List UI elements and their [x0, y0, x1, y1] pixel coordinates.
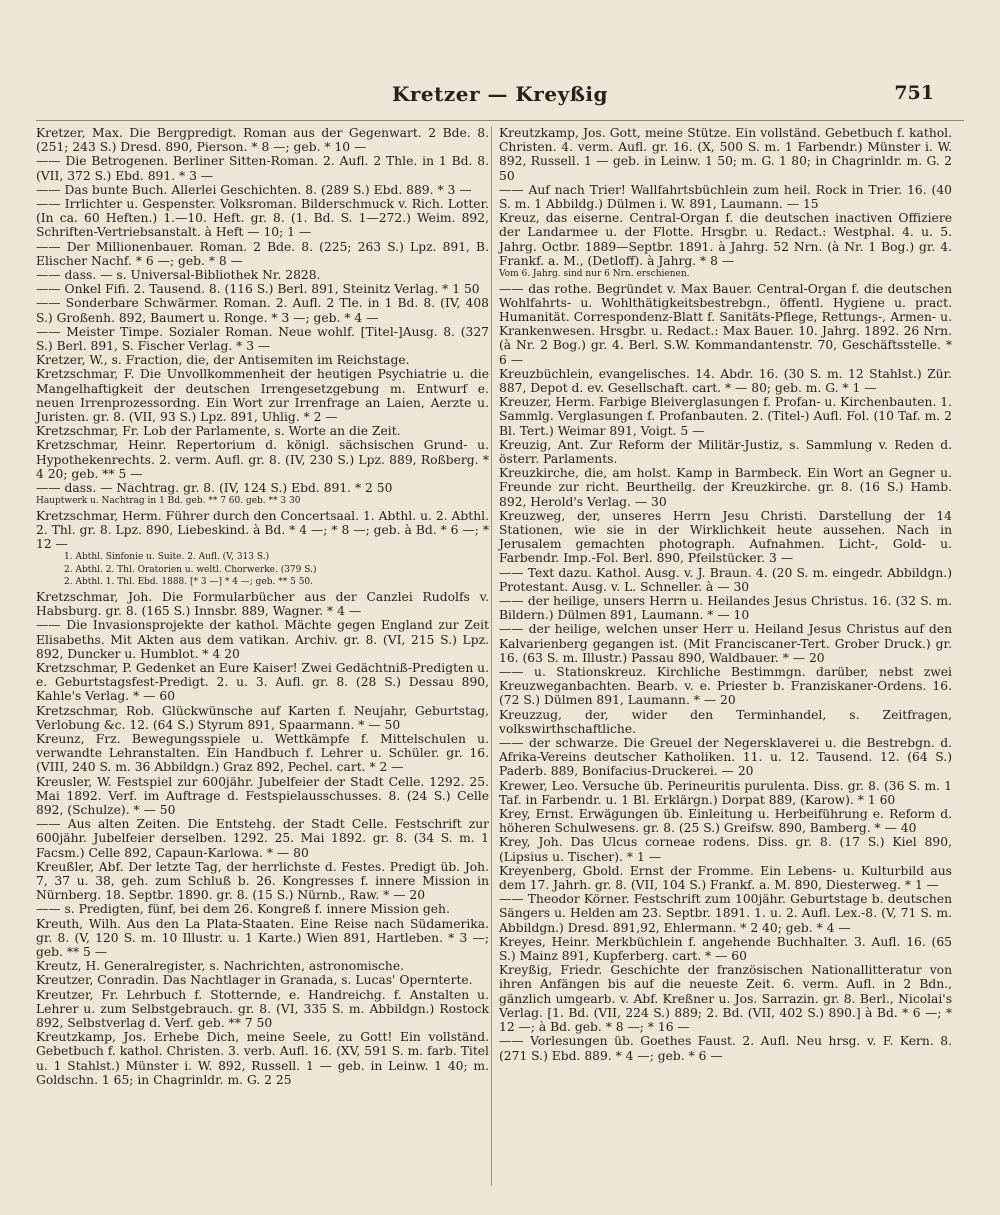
- bibliography-entry: Kretzschmar, Heinr. Repertorium d. königl. sächsischen Grund- u. Hypothekenrechts. 2. verm. Aufl. gr. 8. (IV, 230 S.) Lpz. 889, Roßberg. * 4 20; geb. ** 5 —: [36, 438, 489, 481]
- bibliography-note: 2. Abthl. 2. Thl. Oratorien u. weltl. Chorwerke. (379 S.): [64, 564, 317, 575]
- page-title: Kretzer — Kreyßig: [392, 82, 608, 106]
- bibliography-entry: —— Die Betrogenen. Berliner Sitten-Roman. 2. Aufl. 2 Thle. in 1 Bd. 8. (VII, 372 S.) Ebd. 891. * 3 —: [36, 154, 489, 183]
- bibliography-entry: —— der schwarze. Die Greuel der Negersklaverei u. die Bestrebgn. d. Afrika-Vereins deutscher Katholiken. 11. u. 12. Tausend. 12. (64 S.) Paderb. 889, Bonifacius-Druckerei. — 20: [499, 736, 952, 779]
- bibliography-entry: Kreunz, Frz. Bewegungsspiele u. Wettkämpfe f. Mittelschulen u. verwandte Lehranstalten. Ein Handbuch f. Lehrer u. Schüler. gr. 16. (VIII, 240 S. m. 36 Abbildgn.) Graz 892, Pechel. cart. * 2 —: [36, 731, 489, 775]
- bibliography-entry: —— der heilige, unsers Herrn u. Heilandes Jesus Christus. 16. (32 S. m. Bildern.) Dülmen 891, Laumann. * — 10: [499, 594, 952, 623]
- bibliography-entry: —— der heilige, welchen unser Herr u. Heiland Jesus Christus auf den Kalvarienberg gegangen ist. (Mit Franciscaner-Tert. Grober Druck.) gr. 16. (63 S. m. Illustr.) Passau 890, Waldbauer. * — 20: [499, 622, 952, 665]
- bibliography-note: 2. Abthl. 1. Thl. Ebd. 1888. [* 3 —] * 4 —; geb. ** 5 50.: [64, 577, 314, 588]
- bibliography-note: Hauptwerk u. Nachtrag in 1 Bd. geb. ** 7 60. geb. ** 3 30: [36, 496, 301, 507]
- running-header: [30, 76, 970, 116]
- bibliography-entry: Kreuzkirche, die, am holst. Kamp in Barmbeck. Ein Wort an Gegner u. Freunde zur richt. Beurtheilg. der Kreuzkirche. gr. 8. (16 S.) Hamb. 892, Herold's Verlag. — 30: [499, 466, 952, 509]
- bibliography-entry: —— dass. — s. Universal-Bibliothek Nr. 2828.: [36, 268, 321, 283]
- bibliography-entry: Kreuzweg, der, unseres Herrn Jesu Christi. Darstellung der 14 Stationen, wie sie in der Wirklichkeit heute aussehen. Nach in Jerusalem gemachten photograph. Aufnahmen. Licht-, Gold- u. Farbendr. Imp.-Fol. Berl. 890, Pfeilstücker. 3 —: [499, 508, 952, 566]
- bibliography-entry: —— Sonderbare Schwärmer. Roman. 2. Aufl. 2 Tle. in 1 Bd. 8. (IV, 408 S.) Großenh. 892, Baumert u. Ronge. * 3 —; geb. * 4 —: [36, 296, 489, 325]
- bibliography-entry: —— dass. — Nachtrag. gr. 8. (IV, 124 S.) Ebd. 891. * 2 50: [36, 481, 393, 496]
- bibliography-entry: Kreuzzug, der, wider den Terminhandel, s. Zeitfragen, volkswirthschaftliche.: [499, 707, 952, 736]
- bibliography-entry: Kretzschmar, Fr. Lob der Parlamente, s. Worte an die Zeit.: [36, 424, 401, 439]
- bibliography-entry: —— Text dazu. Kathol. Ausg. v. J. Braun. 4. (20 S. m. eingedr. Abbildgn.) Protestant. Ausg. v. L. Schneller. à — 30: [499, 565, 952, 594]
- bibliography-entry: Krey, Joh. Das Ulcus corneae rodens. Diss. gr. 8. (17 S.) Kiel 890, (Lipsius u. Tischer). * 1 —: [499, 835, 952, 864]
- bibliography-entry: Kreyßig, Friedr. Geschichte der französischen Nationallitteratur von ihren Anfängen bis auf die neueste Zeit. 6. verm. Aufl. in 2 Bdn., gänzlich umgearb. v. Abf. Kreßner u. Jos. Sarrazin. gr. 8. Berl., Nicolai's Verlag. [1. Bd. (VII, 224 S.) 889; 2. Bd. (VII, 402 S.) 890.] à Bd. * 6 —; * 12 —; à Bd. geb. * 8 —; * 16 —: [499, 963, 952, 1035]
- bibliography-entry: —— Aus alten Zeiten. Die Entstehg. der Stadt Celle. Festschrift zur 600jähr. Jubelfeier derselben. 1292. 25. Mai 1892. gr. 8. (34 S. m. 1 Facsm.) Celle 892, Capaun-Karlowa. * — 80: [36, 817, 489, 860]
- header-rule: [36, 120, 964, 121]
- bibliography-entry: —— Die Invasionsprojekte der kathol. Mächte gegen England zur Zeit Elisabeths. Mit Akten aus dem vatikan. Archiv. gr. 8. (VI, 215 S.) Lpz. 892, Duncker u. Humblot. * 4 20: [36, 618, 489, 661]
- bibliography-entry: —— s. Predigten, fünf, bei dem 26. Kongreß f. innere Mission geh.: [36, 902, 450, 917]
- bibliography-entry: Kreyes, Heinr. Merkbüchlein f. angehende Buchhalter. 3. Aufl. 16. (65 S.) Mainz 891, Kupferberg. cart. * — 60: [499, 934, 952, 964]
- bibliography-entry: —— Auf nach Trier! Wallfahrtsbüchlein zum heil. Rock in Trier. 16. (40 S. m. 1 Abbildg.) Dülmen i. W. 891, Laumann. — 15: [499, 182, 952, 212]
- bibliography-entry: —— Meister Timpe. Sozialer Roman. Neue wohlf. [Titel-]Ausg. 8. (327 S.) Berl. 891, S. Fischer Verlag. * 3 —: [36, 324, 489, 354]
- bibliography-entry: Kreutzer, Conradin. Das Nachtlager in Granada, s. Lucas' Opernterte.: [36, 973, 473, 988]
- bibliography-entry: —— Vorlesungen üb. Goethes Faust. 2. Aufl. Neu hrsg. v. F. Kern. 8. (271 S.) Ebd. 889. * 4 —; geb. * 6 —: [499, 1034, 952, 1063]
- bibliography-entry: —— Irrlichter u. Gespenster. Volksroman. Bilderschmuck v. Rich. Lotter. (In ca. 60 Heften.) 1.—10. Heft. gr. 8. (1. Bd. S. 1—272.) Weim. 892, Schriften-Vertriebsanstalt. à Heft — 10; 1 —: [36, 197, 489, 240]
- bibliography-entry: —— Theodor Körner. Festschrift zum 100jähr. Geburtstage b. deutschen Sängers u. Helden am 23. Septbr. 1891. 1. u. 2. Aufl. Lex.-8. (V, 71 S. m. Abbildgn.) Dresd. 891,92, Ehlermann. * 2 40; geb. * 4 —: [499, 892, 952, 935]
- bibliography-entry: Kreußler, Abf. Der letzte Tag, der herrlichste d. Festes. Predigt üb. Joh. 7, 37 u. 38, geh. zum Schluß b. 26. Kongresses f. innere Mission in Nürnberg. 18. Septbr. 1890. gr. 8. (15 S.) Nürnb., Raw. * — 20: [36, 859, 489, 903]
- bibliography-entry: Krewer, Leo. Versuche üb. Perineuritis purulenta. Diss. gr. 8. (36 S. m. 1 Taf. in Farbendr. u. 1 Bl. Erklärgn.) Dorpat 889, (Karow). * 1 60: [499, 778, 952, 807]
- bibliography-entry: Kretzer, W., s. Fraction, die, der Antisemiten im Reichstage.: [36, 353, 410, 368]
- bibliography-entry: Kretzschmar, Rob. Glückwünsche auf Karten f. Neujahr, Geburtstag, Verlobung &c. 12. (64 S.) Styrum 891, Spaarmann. * — 50: [36, 703, 489, 732]
- bibliography-entry: Kreuth, Wilh. Aus den La Plata-Staaten. Eine Reise nach Südamerika. gr. 8. (V, 120 S. m. 10 Illustr. u. 1 Karte.) Wien 891, Hartleben. * 3 —; geb. ** 5 —: [36, 916, 489, 959]
- bibliography-entry: —— Das bunte Buch. Allerlei Geschichten. 8. (289 S.) Ebd. 889. * 3 —: [36, 182, 472, 197]
- page-number: 751: [894, 82, 934, 104]
- bibliography-entry: Kreuzig, Ant. Zur Reform der Militär-Justiz, s. Sammlung v. Reden d. österr. Parlaments.: [499, 437, 952, 466]
- bibliography-note: Vom 6. Jahrg. sind nur 6 Nrn. erschienen.: [499, 269, 690, 280]
- bibliography-entry: —— das rothe. Begründet v. Max Bauer. Central-Organ f. die deutschen Wohlfahrts- u. Wohlthätigkeitsbestrebgn., öffentl. Hygiene u. pract. Humanität. Correspondenz-Blatt f. Sanitäts-Pflege, Rettungs-, Armen- u. Krankenwesen. Hrsgbr. u. Redact.: Max Bauer. 10. Jahrg. 1892. 26 Nrn. (à Nr. 2 Bog.) gr. 4. Berl. S.W. Kommandantenstr. 70, Geschäftsstelle. * 6 —: [499, 281, 952, 367]
- bibliography-entry: Kreuzer, Herm. Farbige Bleiverglasungen f. Profan- u. Kirchenbauten. 1. Sammlg. Verglasungen f. Profanbauten. 2. (Titel-) Aufl. Fol. (10 Taf. m. 2 Bl. Tert.) Weimar 891, Voigt. 5 —: [499, 395, 952, 438]
- bibliography-entry: Kreutzkamp, Jos. Erhebe Dich, meine Seele, zu Gott! Ein vollständ. Gebetbuch f. kathol. Christen. 3. verb. Aufl. 16. (XV, 591 S. m. farb. Titel u. 1 Stahlst.) Münster i. W. 892, Russell. 1 — geb. in Leinw. 1 40; m. Goldschn. 1 65; in Chagrinldr. m. G. 2 25: [36, 1030, 489, 1087]
- left-column: [36, 126, 489, 1087]
- bibliography-entry: —— u. Stationskreuz. Kirchliche Bestimmgn. darüber, nebst zwei Kreuzweganbachten. Bearb. v. e. Priester b. Franziskaner-Ordens. 16. (72 S.) Dülmen 891, Laumann. * — 20: [499, 665, 952, 708]
- bibliography-entry: Krey, Ernst. Erwägungen üb. Einleitung u. Herbeiführung e. Reform d. höheren Schulwesens. gr. 8. (25 S.) Greifsw. 890, Bamberg. * — 40: [499, 807, 952, 836]
- bibliography-entry: Kretzschmar, Herm. Führer durch den Concertsaal. 1. Abthl. u. 2. Abthl. 2. Thl. gr. 8. Lpz. 890, Liebeskind. à Bd. * 4 —; * 8 —; geb. à Bd. * 6 —; * 12 —: [36, 508, 489, 552]
- bibliography-note: 1. Abthl. Sinfonie u. Suite. 2. Aufl. (V, 313 S.): [64, 552, 270, 563]
- bibliography-entry: Kreutz, H. Generalregister, s. Nachrichten, astronomische.: [36, 959, 404, 974]
- bibliography-entry: Kretzschmar, Joh. Die Formularbücher aus der Canzlei Rudolfs v. Habsburg. gr. 8. (165 S.) Innsbr. 889, Wagner. * 4 —: [36, 589, 489, 619]
- bibliography-entry: Kreuzbüchlein, evangelisches. 14. Abdr. 16. (30 S. m. 12 Stahlst.) Zür. 887, Depot d. ev. Gesellschaft. cart. * — 80; geb. m. G. * 1 —: [499, 366, 952, 395]
- bibliography-entry: Kreyenberg, Gbold. Ernst der Fromme. Ein Lebens- u. Kulturbild aus dem 17. Jahrh. gr. 8. (VII, 104 S.) Frankf. a. M. 890, Diesterweg. * 1 —: [499, 863, 952, 893]
- bibliography-entry: —— Onkel Fifi. 2. Tausend. 8. (116 S.) Berl. 891, Steinitz Verlag. * 1 50: [36, 282, 480, 297]
- bibliography-entry: Kreuz, das eiserne. Central-Organ f. die deutschen inactiven Offiziere der Landarmee u. der Flotte. Hrsgbr. u. Redact.: Westphal. 4. u. 5. Jahrg. Octbr. 1889—Septbr. 1891. à Jahrg. 52 Nrn. (à Nr. 1 Bog.) gr. 4. Frankf. a. M., (Detloff). à Jahrg. * 8 —: [499, 211, 952, 268]
- bibliography-entry: Kreutzkamp, Jos. Gott, meine Stütze. Ein vollständ. Gebetbuch f. kathol. Christen. 4. verm. Aufl. gr. 16. (X, 500 S. m. 1 Farbendr.) Münster i. W. 892, Russell. 1 — geb. in Leinw. 1 50; m. G. 1 80; in Chagrinldr. m. G. 2 50: [499, 126, 952, 183]
- bibliography-entry: Kretzschmar, F. Die Unvollkommenheit der heutigen Psychiatrie u. die Mangelhaftigkeit der deutschen Irrengesetzgebung m. Entwurf e. neuen Irrenprozessordng. Ein Wort zur Irrenfrage an Laien, Aerzte u. Juristen. gr. 8. (VII, 93 S.) Lpz. 891, Uhlig. * 2 —: [36, 367, 489, 425]
- bibliography-entry: Kreusler, W. Festspiel zur 600jähr. Jubelfeier der Stadt Celle. 1292. 25. Mai 1892. Verf. im Auftrage d. Festspielausschusses. 8. (24 S.) Celle 892, (Schulze). * — 50: [36, 774, 489, 817]
- bibliography-entry: —— Der Millionenbauer. Roman. 2 Bde. 8. (225; 263 S.) Lpz. 891, B. Elischer Nachf. * 6 —; geb. * 8 —: [36, 239, 489, 268]
- right-column: [499, 126, 952, 1063]
- bibliography-entry: Kretzschmar, P. Gedenket an Eure Kaiser! Zwei Gedächtniß-Predigten u. e. Geburtstagsfest-Predigt. 2. u. 3. Aufl. gr. 8. (28 S.) Dessau 890, Kahle's Verlag. * — 60: [36, 660, 489, 704]
- column-divider: [491, 126, 492, 1186]
- bibliography-entry: Kretzer, Max. Die Bergpredigt. Roman aus der Gegenwart. 2 Bde. 8. (251; 243 S.) Dresd. 890, Pierson. * 8 —; geb. * 10 —: [36, 126, 489, 155]
- bibliography-entry: Kreutzer, Fr. Lehrbuch f. Stotternde, e. Handreichg. f. Anstalten u. Lehrer u. zum Selbstgebrauch. gr. 8. (VI, 335 S. m. Abbildgn.) Rostock 892, Selbstverlag d. Verf. geb. ** 7 50: [36, 987, 489, 1030]
